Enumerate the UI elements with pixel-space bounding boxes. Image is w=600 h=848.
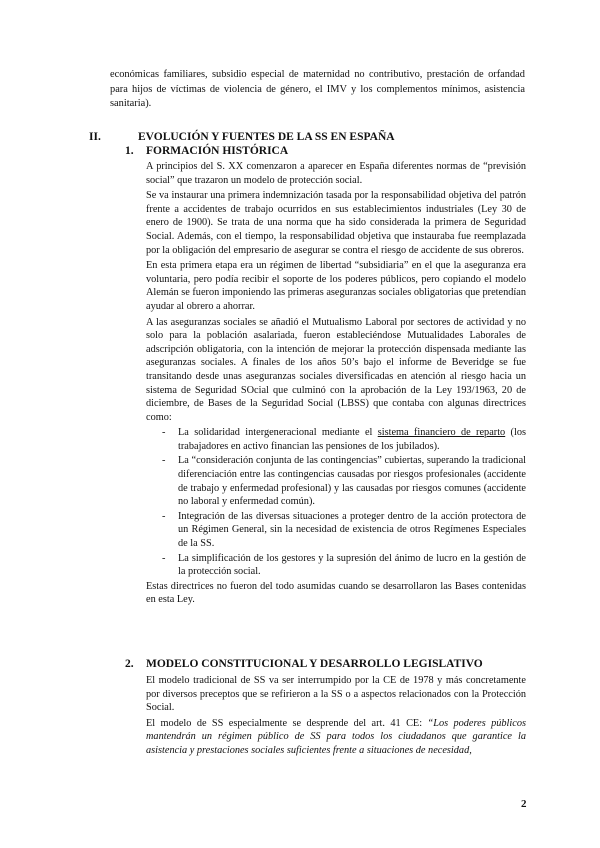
list-item-text: La solidaridad intergeneracional mediante el (178, 427, 378, 439)
paragraph: Se va instaurar una primera indemnización tasada por la responsabilidad objetiva del patrón frente a accidentes de trabajo ocurridos en sus establecimientos industriales (Ley 30 de enero de 1900). Se trata de una norma que ha sido considerada la primera de Seguridad Social. Además, con el tiempo, la responsabilidad objetiva que instauraba fue reemplazada por la obligación del empresario de asegurar se contra el riesgo de accidente de sus obreros. (146, 190, 526, 256)
subsection-1-body (146, 160, 526, 609)
page-number: 2 (521, 798, 527, 810)
list-item-text: La “consideración conjunta de las contingencias” cubiertas, superando la tradicional diferenciación entre las contingencias causadas por riesgos profesionales (accidente de trabajo y enfermedad profesional) y las causadas por riesgos comunes (accidente no laboral y enfermedad común). (178, 455, 526, 508)
list-item (146, 510, 526, 551)
list-item-text: La simplificación de los gestores y la supresión del ánimo de lucro en la gestión de la protección social. (178, 552, 526, 578)
directrices-list (146, 426, 526, 579)
section-number: II. (89, 131, 101, 143)
subsection-1-number: 1. (125, 145, 134, 157)
underlined-term: sistema financiero de reparto (377, 427, 506, 439)
intro-paragraph: económicas familiares, subsidio especial de maternidad no contributivo, prestación de orfandad para hijos de víctimas de violencia de género, el IMV y los complementos mínimos, asistencia sanitaria). (110, 69, 525, 109)
paragraph: El modelo tradicional de SS va ser interrumpido por la CE de 1978 y más concretamente por diversos preceptos que se refirieron a la SS o a aspectos relacionados con la Protección Social. (146, 675, 526, 714)
bullet-dash: - (162, 552, 166, 564)
paragraph (146, 717, 526, 758)
quoted-article-text: “Los poderes públicos mantendrán un régimen público de SS para todos los ciudadanos que garantice la asistencia y prestaciones sociales suficientes frente a situaciones de necesidad, (146, 717, 526, 756)
list-item-text: (los trabajadores en activo financian las pensiones de los jubilados). (178, 427, 526, 452)
list-item-text: Integración de las diversas situaciones a proteger dentro de la acción protectora de un Régimen General, sin la necesidad de existencia de otros Regímenes Especiales de la SS. (178, 510, 526, 550)
subsection-2-number: 2. (125, 658, 134, 670)
list-item (146, 454, 526, 508)
paragraph: Estas directrices no fueron del todo asumidas cuando se desarrollaron las Bases contenidas en esta Ley. (146, 580, 526, 606)
bullet-dash: - (162, 510, 166, 522)
bullet-dash: - (162, 455, 166, 467)
subsection-2-body (146, 674, 526, 760)
subsection-1-title: FORMACIÓN HISTÓRICA (146, 145, 289, 157)
section-title: EVOLUCIÓN Y FUENTES DE LA SS EN ESPAÑA (138, 131, 395, 143)
paragraph: A principios del S. XX comenzaron a aparecer en España diferentes normas de “previsión social” que trazaron un modelo de protección social. (146, 161, 526, 186)
bullet-dash: - (162, 427, 166, 439)
paragraph: A las aseguranzas sociales se añadió el Mutualismo Laboral por sectores de actividad y no solo para la población asalariada, fueron estableciéndose Mutualidades Laborales de adscripción obligatoria, con la intención de mejorar la protección dispensada mediante las aseguranzas sociales. A finales de los años 50’s bajo el informe de Beveridge se fue transitando desde unas aseguranzas sociales diversificadas en atención al riesgo hacia un sistema de Seguridad SOcial que culminó con la aprobación de la Ley 193/1963, 20 de diciembre, de Bases de la Seguridad Social (LBSS) que contaba con algunas directrices como: (146, 316, 526, 423)
paragraph-text: El modelo de SS especialmente se desprende del art. 41 CE: (146, 717, 428, 729)
list-item (146, 552, 526, 579)
paragraph: En esta primera etapa era un régimen de libertad “subsidiaria” en el que la aseguranza era voluntaria, pero podía recibir el soporte de los poderes públicos, pero copiando el modelo Alemán se fueron imponiendo las primeras aseguranzas sociales obligatorias que pretendían ayudar al obrero a ahorrar. (146, 260, 526, 312)
subsection-2-title: MODELO CONSTITUCIONAL Y DESARROLLO LEGISLATIVO (146, 658, 483, 670)
list-item (146, 426, 526, 453)
